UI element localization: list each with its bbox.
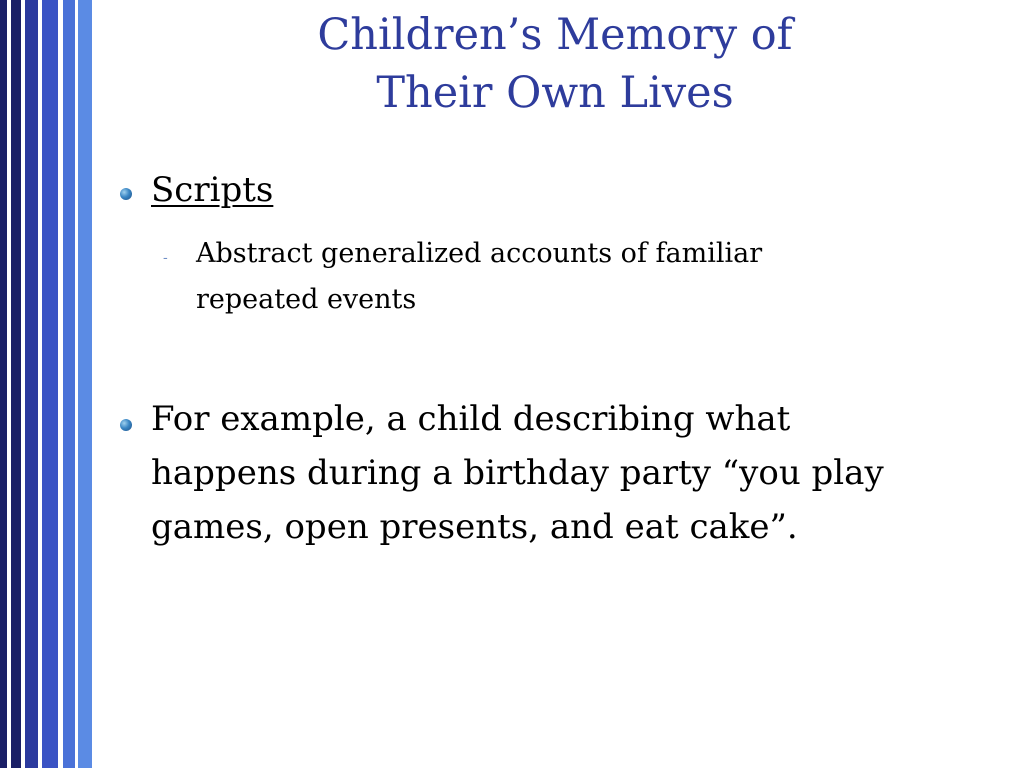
- example-line-2: happens during a birthday party “you play: [151, 453, 884, 493]
- slide-title: [150, 6, 960, 122]
- bullet-scripts-label: Scripts: [151, 170, 274, 210]
- bullet-icon: [120, 188, 132, 200]
- sub-bullet-dash-icon: -: [163, 250, 168, 266]
- decorative-stripes: [0, 0, 92, 768]
- sub-bullet-text: [196, 231, 896, 323]
- stripe-4: [42, 0, 58, 768]
- stripe-3: [25, 0, 38, 768]
- slide-title-line-2: Their Own Lives: [376, 68, 734, 118]
- sub-bullet-line-1: Abstract generalized accounts of familiar: [196, 238, 763, 269]
- bullet-example-text: [151, 392, 971, 554]
- slide-title-line-1: Children’s Memory of: [317, 10, 793, 60]
- stripe-1: [0, 0, 7, 768]
- stripe-5: [63, 0, 75, 768]
- bullet-icon: [120, 419, 132, 431]
- example-line-3: games, open presents, and eat cake”.: [151, 507, 798, 547]
- stripe-6: [78, 0, 92, 768]
- stripe-2: [11, 0, 21, 768]
- example-line-1: For example, a child describing what: [151, 399, 791, 439]
- sub-bullet-line-2: repeated events: [196, 284, 417, 315]
